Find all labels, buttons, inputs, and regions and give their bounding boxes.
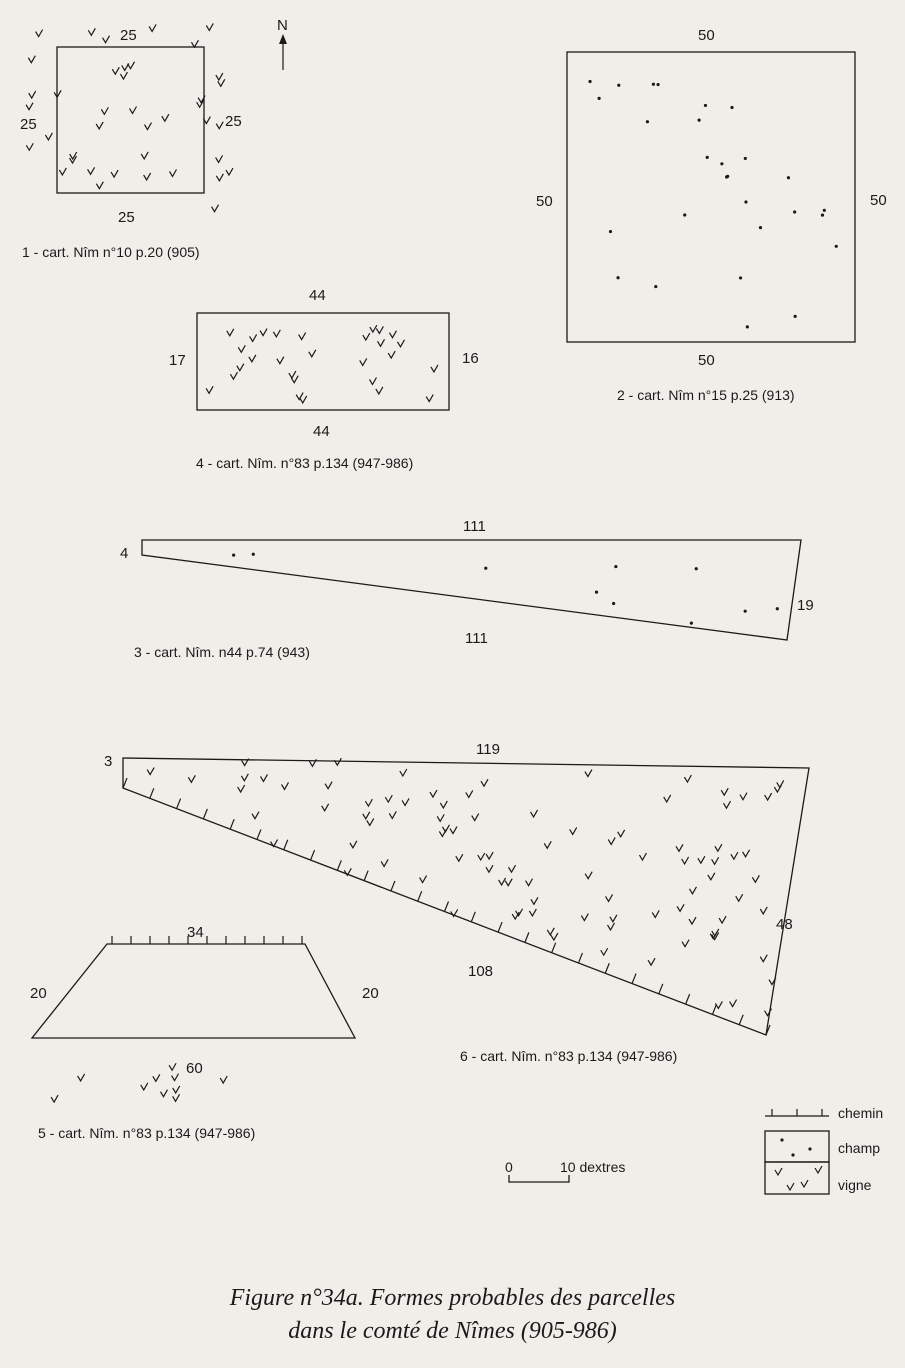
vine-symbol [363,812,370,819]
parcel-5-path-ticks [112,936,302,944]
parcel-2-caption: 2 - cart. Nîm n°15 p.25 (913) [617,387,795,403]
path-tick [337,860,341,870]
vine-symbol [531,897,538,904]
figure-title-line2: dans le comté de Nîmes (905-986) [288,1318,617,1344]
vine-symbol [529,909,536,916]
vine-symbol [238,345,245,352]
vine-symbol [120,72,127,79]
field-dot [690,622,693,625]
path-tick [739,1015,743,1025]
field-dot [646,120,649,123]
vine-symbol [736,894,743,901]
parcel-6-outline [123,758,809,1035]
vine-symbol [730,1000,737,1007]
vine-symbol [774,785,781,792]
field-dot [595,591,598,594]
vine-symbol [610,915,617,922]
field-dot [232,553,235,556]
vine-symbol [363,333,370,340]
parcel-1-dim-bottom: 25 [118,209,135,226]
vine-symbol [112,67,119,74]
vine-symbol [698,856,705,863]
field-dot [746,325,749,328]
vine-symbol [191,40,198,47]
vine-symbol [551,933,558,940]
vine-symbol [481,779,488,786]
vine-symbol [388,351,395,358]
vine-symbol [88,28,95,35]
vine-symbol [238,785,245,792]
path-tick [257,829,261,839]
vine-symbol [420,876,427,883]
vine-symbol [389,811,396,818]
parcel-4-dim-right: 16 [462,350,479,367]
parcel-6-dim-right: 48 [776,916,793,933]
vine-symbol [241,774,248,781]
vine-symbol [639,853,646,860]
parcel-2-outline [567,52,855,342]
vine-symbol [486,852,493,859]
vine-symbol [472,814,479,821]
legend [765,1105,883,1194]
parcel-2 [536,27,887,403]
scale-zero: 0 [505,1159,513,1175]
field-dot [598,97,601,100]
vine-symbol [289,371,296,378]
vine-symbol [689,917,696,924]
path-tick [578,953,582,963]
vine-symbol [743,850,750,857]
field-dot [484,567,487,570]
field-dot [683,213,686,216]
vine-symbol [689,887,696,894]
vine-symbol [153,1074,160,1081]
vine-symbol [376,387,383,394]
vine-symbol [344,868,351,875]
vine-symbol [381,859,388,866]
north-label: N [277,17,288,34]
vine-symbol [216,155,223,162]
vine-symbol [450,827,457,834]
vine-symbol [206,386,213,393]
vine-symbol [531,810,538,817]
field-dot [609,230,612,233]
vine-symbol [505,879,512,886]
parcel-5-dim-right: 20 [362,985,379,1002]
parcel-1-dim-left: 25 [20,116,37,133]
vine-symbol [677,904,684,911]
vine-symbol [426,395,433,402]
vine-symbol [144,123,151,130]
vine-symbol [88,167,95,174]
vine-symbol [26,143,33,150]
vine-symbol [585,770,592,777]
parcel-5-dim-bottom: 60 [186,1060,203,1077]
parcel-2-dim-bottom: 50 [698,352,715,369]
path-tick [445,902,449,912]
vine-symbol [226,168,233,175]
parcel-3-dim-right: 19 [797,597,814,614]
vine-symbol [141,152,148,159]
vine-symbol [51,1095,58,1102]
path-tick [552,943,556,953]
vine-symbol [252,812,259,819]
vine-symbol [765,1009,772,1016]
vine-symbol [606,894,613,901]
scale-label: 10 dextres [560,1159,626,1175]
vine-symbol [721,788,728,795]
vine-symbol [430,790,437,797]
vine-symbol [299,333,306,340]
vine-symbol [509,865,516,872]
field-dot [720,162,723,165]
vine-symbol [740,793,747,800]
vine-symbol [765,793,772,800]
figure-title-line1: Figure n°34a. Formes probables des parcelles [229,1285,676,1311]
parcel-5-outline [32,944,355,1038]
vine-symbol [149,24,156,31]
path-tick [632,974,636,984]
parcel-6-path-ticks [123,778,770,1035]
vine-symbol [173,1086,180,1093]
path-tick [605,963,609,973]
parcel-5-dim-top: 34 [187,924,204,941]
vine-symbol [367,818,374,825]
vine-symbol [370,325,377,332]
path-tick [364,871,368,881]
legend-label-chemin: chemin [838,1105,884,1121]
path-tick [177,799,181,809]
field-dot [652,83,655,86]
field-dot [704,104,707,107]
vine-symbol [682,857,689,864]
vine-symbol [365,799,372,806]
vine-symbol [141,1083,148,1090]
field-dot [616,276,619,279]
path-tick [525,932,529,942]
vine-symbol [206,23,213,30]
vine-symbol [160,1090,167,1097]
vine-symbol [227,329,234,336]
vine-symbol [664,795,671,802]
path-tick [284,840,288,850]
parcel-5-dim-left: 20 [30,985,47,1002]
vine-symbol [111,170,118,177]
vine-symbol [581,914,588,921]
vine-symbol [544,841,551,848]
parcel-4-dim-top: 44 [309,287,326,304]
vine-symbol [237,364,244,371]
parcel-1-dim-top: 25 [120,27,137,44]
field-dot [612,602,615,605]
parcel-1-caption: 1 - cart. Nîm n°10 p.20 (905) [22,244,200,260]
vine-symbol [36,30,43,37]
vine-symbol [442,825,449,832]
vine-symbol [103,36,110,43]
vine-symbol [648,958,655,965]
vine-symbol [309,350,316,357]
vine-symbol [400,769,407,776]
parcel-3-field-dots [232,553,779,625]
vine-symbol [172,1074,179,1081]
parcel-1-dim-right: 25 [225,113,242,130]
vine-symbol [216,174,223,181]
vine-symbol [101,107,108,114]
vine-symbol [162,114,169,121]
field-dot [654,285,657,288]
field-dot [744,610,747,613]
field-dot [726,175,729,178]
parcel-4-outline [197,313,449,410]
vine-symbol [397,340,404,347]
field-dot [739,276,742,279]
vine-symbol [260,774,267,781]
parcel-3-dim-left: 4 [120,545,129,562]
vine-symbol [250,334,257,341]
parcel-6 [104,741,809,1064]
parcel-2-dim-right: 50 [870,192,887,209]
legend-label-vigne: vigne [838,1177,872,1193]
vine-symbol [129,106,136,113]
vine-symbol [708,873,715,880]
vine-symbol [478,853,485,860]
parcel-4-dim-left: 17 [169,352,186,369]
vine-symbol [760,907,767,914]
field-dot [614,565,617,568]
vine-symbol [570,827,577,834]
vine-symbol [376,326,383,333]
vine-symbol [719,916,726,923]
vine-symbol [526,879,533,886]
vine-symbol [466,790,473,797]
path-tick [498,922,502,932]
vine-symbol [173,1094,180,1101]
parcel-1 [20,23,242,260]
vine-symbol [440,801,447,808]
path-tick [391,881,395,891]
vine-symbol [169,1063,176,1070]
parcel-3-dim-bottom: 111 [465,630,488,647]
vine-symbol [618,830,625,837]
path-tick [230,819,234,829]
vine-symbol [684,775,691,782]
vine-symbol [322,804,329,811]
legend-label-champ: champ [838,1140,881,1156]
field-dot [695,567,698,570]
vine-symbol [29,91,36,98]
vine-symbol [585,872,592,879]
vine-symbol [28,56,35,63]
field-dot [776,607,779,610]
scale-bar [505,1159,625,1182]
legend-item-champ [765,1131,880,1162]
path-tick [686,994,690,1004]
vine-symbol [212,205,219,212]
vine-symbol [78,1074,85,1081]
field-dot [794,315,797,318]
parcel-2-field-dots [588,80,837,329]
vine-symbol [230,372,237,379]
vine-symbol [220,1076,227,1083]
vine-symbol [676,844,683,851]
legend-item-vigne [765,1162,872,1194]
vine-symbol [601,948,608,955]
field-dot [793,210,796,213]
vine-symbol [451,909,458,916]
vine-symbol [273,330,280,337]
parcel-6-dim-top: 119 [476,741,500,758]
field-dot [787,176,790,179]
vine-symbol [45,133,52,140]
vine-symbol [249,355,256,362]
parcel-5 [30,924,379,1141]
field-dot [835,245,838,248]
parcel-2-dim-left: 50 [536,193,553,210]
vine-symbol [188,775,195,782]
parcel-3-caption: 3 - cart. Nîm. n44 p.74 (943) [134,644,310,660]
vine-symbol [608,837,615,844]
vine-symbol [385,795,392,802]
vine-symbol [216,73,223,80]
field-dot [588,80,591,83]
vine-symbol [712,857,719,864]
field-dot [744,200,747,203]
parcel-3-outline [142,540,801,640]
vine-symbol [760,955,767,962]
vine-symbol [682,940,689,947]
parcel-4-dim-bottom: 44 [313,423,330,440]
parcel-4 [169,287,479,471]
field-dot [706,156,709,159]
field-dot [698,119,701,122]
parcel-4-caption: 4 - cart. Nîm. n°83 p.134 (947-986) [196,455,414,471]
vine-symbol [731,852,738,859]
parcel-6-vines [147,758,784,1015]
path-tick [471,912,475,922]
vine-symbol [96,122,103,129]
vine-symbol [350,841,357,848]
vine-symbol [608,923,615,930]
vine-symbol [437,814,444,821]
vine-symbol [715,1001,722,1008]
parcel-6-dim-bottom: 108 [468,963,494,980]
vine-symbol [59,168,66,175]
vine-symbol [260,329,267,336]
vine-symbol [216,122,223,129]
field-dot [617,84,620,87]
vine-symbol [723,801,730,808]
path-tick [203,809,207,819]
parcel-5-caption: 5 - cart. Nîm. n°83 p.134 (947-986) [38,1125,256,1141]
field-dot [821,213,824,216]
parcel-3-dim-top: 111 [463,518,486,535]
vine-symbol [169,169,176,176]
vine-symbol [325,782,332,789]
path-tick [418,891,422,901]
vine-symbol [402,798,409,805]
parcel-6-caption: 6 - cart. Nîm. n°83 p.134 (947-986) [460,1048,678,1064]
field-dot [744,157,747,160]
vine-symbol [96,182,103,189]
field-dot [252,553,255,556]
vine-symbol [715,844,722,851]
vine-symbol [369,377,376,384]
field-dot [730,106,733,109]
vine-symbol [26,103,33,110]
path-tick [150,788,154,798]
vine-symbol [144,173,151,180]
parcel-6-dim-left: 3 [104,753,113,770]
vine-symbol [282,782,289,789]
vine-symbol [547,928,554,935]
legend-item-chemin [765,1105,883,1121]
path-tick [712,1004,716,1014]
field-dot [656,83,659,86]
vine-symbol [431,365,438,372]
path-tick [311,850,315,860]
parcel-4-vines [206,325,438,403]
north-arrow [277,17,288,70]
path-tick [659,984,663,994]
vine-symbol [652,910,659,917]
vine-symbol [147,768,154,775]
field-dot [759,226,762,229]
field-dot [823,209,826,212]
parcel-3 [120,518,814,660]
vine-symbol [456,854,463,861]
vine-symbol [499,878,506,885]
vine-symbol [360,358,367,365]
vine-symbol [128,62,135,69]
vine-symbol [752,875,759,882]
vine-symbol [378,339,385,346]
vine-symbol [389,331,396,338]
vine-symbol [486,865,493,872]
parcel-2-dim-top: 50 [698,27,715,44]
vine-symbol [277,357,284,364]
